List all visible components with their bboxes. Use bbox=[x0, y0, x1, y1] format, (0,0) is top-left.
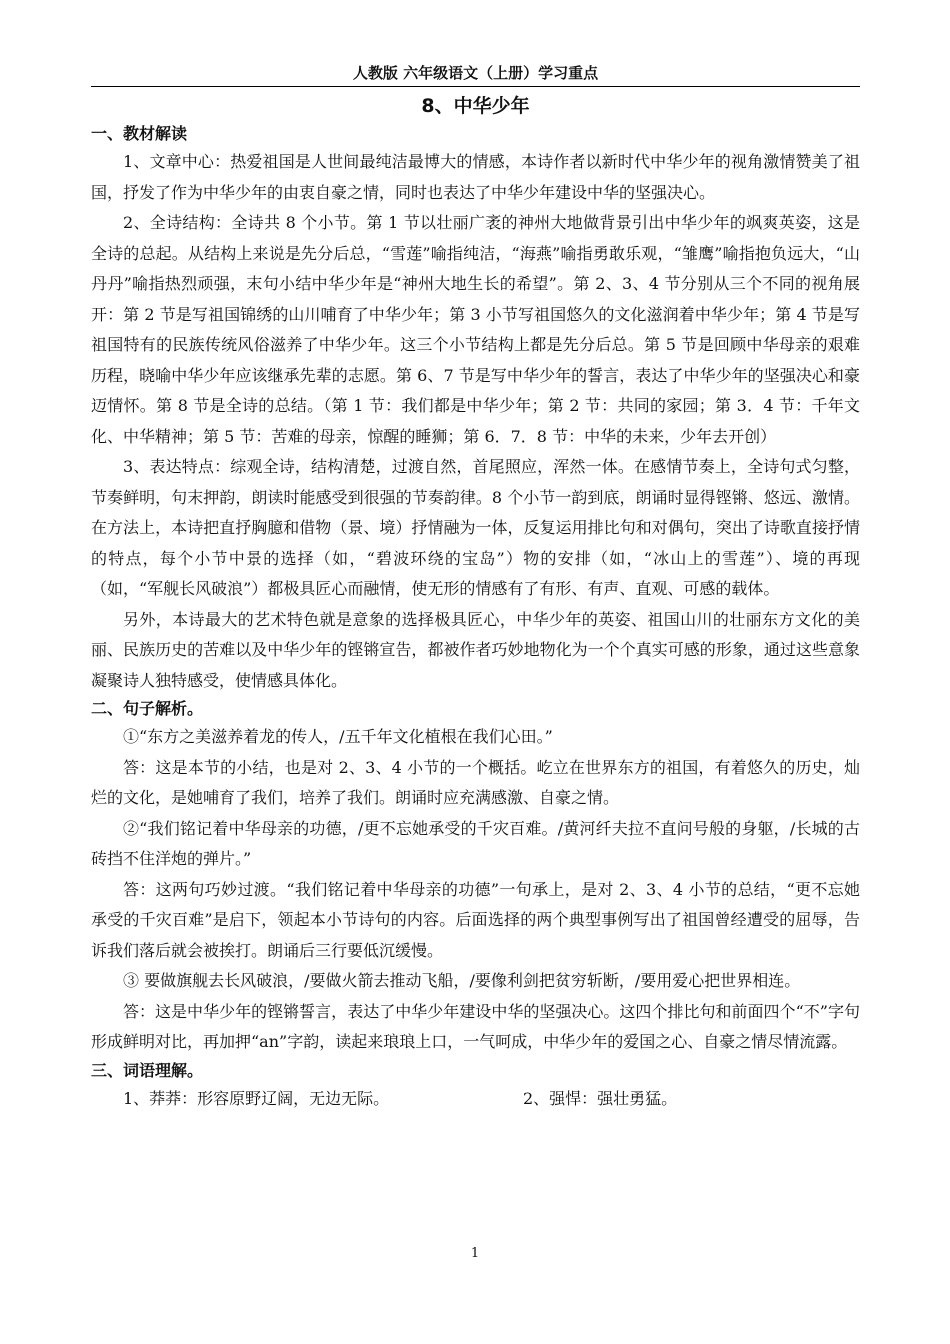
section-heading-textbook: 一、教材解读 bbox=[91, 124, 188, 143]
running-header: 人教版 六年级语文（上册）学习重点 bbox=[91, 62, 860, 87]
paragraph-artistic: 另外，本诗最大的艺术特色就是意象的选择极具匠心，中华少年的英姿、祖国山川的壮丽东方文化的美丽、民族历史的苦难以及中华少年的铿锵宣告，都被作者巧妙地物化为一个个真实可感的形象，通过这些意象凝聚诗人独特感受，使情感具体化。 bbox=[91, 609, 860, 690]
section-heading-vocabulary: 三、词语理解。 bbox=[91, 1060, 204, 1080]
vocab-item-1: 1、莽莽：形容原野辽阔，无边无际。 bbox=[123, 1088, 390, 1108]
vocabulary-row bbox=[91, 1084, 860, 1114]
sentence-3: ③ 要做旗舰去长风破浪，/要做火箭去推动飞船，/要像利剑把贫穷斩断，/要用爱心把世界相连。 bbox=[123, 971, 801, 990]
sentence-2: ②“我们铭记着中华母亲的功德，/更不忘她承受的千灾百难。/黄河纤夫拉不直问号般的身躯，/长城的古砖挡不住洋炮的弹片。” bbox=[91, 818, 860, 868]
answer-2: 答：这两句巧妙过渡。“我们铭记着中华母亲的功德”一句承上，是对 2、3、4 小节的总结，“更不忘她承受的千灾百难”是启下，领起本小节诗句的内容。后面选择的两个典型事例写出了祖国曾经遭受的屈辱，告诉我们落后就会被挨打。朗诵后三行要低沉缓慢。 bbox=[91, 879, 860, 960]
answer-1: 答：这是本节的小结，也是对 2、3、4 小节的一个概括。屹立在世界东方的祖国，有着悠久的历史，灿烂的文化，是她哺育了我们，培养了我们。朗诵时应充满感激、自豪之情。 bbox=[91, 757, 860, 807]
lesson-title: 8、中华少年 bbox=[421, 95, 530, 117]
paragraph-center: 1、文章中心：热爱祖国是人世间最纯洁最博大的情感，本诗作者以新时代中华少年的视角激情赞美了祖国，抒发了作为中华少年的由衷自豪之情，同时也表达了中华少年建设中华的坚强决心。 bbox=[91, 152, 860, 202]
page-number: 1 bbox=[470, 1246, 480, 1261]
answer-3: 答：这是中华少年的铿锵誓言，表达了中华少年建设中华的坚强决心。这四个排比句和前面四个“不”字句形成鲜明对比，再加押“an”字韵，读起来琅琅上口，一气呵成，中华少年的爱国之心、自豪之情尽情流露。 bbox=[91, 1001, 860, 1051]
paragraph-features: 3、表达特点：综观全诗，结构清楚，过渡自然，首尾照应，浑然一体。在感情节奏上，全诗句式匀整，节奏鲜明，句末押韵，朗读时能感受到很强的节奏韵律。8 个小节一韵到底，朗诵时显得铿锵、悠远、激情。在方法上，本诗把直抒胸臆和借物（景、境）抒情融为一体，反复运用排比句和对偶句，突出了诗歌直接抒情的特点，每个小节中景的选择（如，“碧波环绕的宝岛”）物的安排（如，“冰山上的雪莲”）、境的再现（如，“军舰长风破浪”）都极具匠心而融情，使无形的情感有了有形、有声、直观、可感的载体。 bbox=[91, 457, 860, 598]
paragraph-structure: 2、全诗结构：全诗共 8 个小节。第 1 节以壮丽广袤的神州大地做背景引出中华少年的飒爽英姿，这是全诗的总起。从结构上来说是先分后总，“雪莲”喻指纯洁，“海燕”喻指勇敢乐观，“雏鹰”喻指抱负远大，“山丹丹”喻指热烈顽强，末句小结中华少年是“神州大地生长的希望”。第 2、3、4 节分别从三个不同的视角展开：第 2 节是写祖国锦绣的山川哺育了中华少年；第 3 小节写祖国悠久的文化滋润着中华少年；第 4 节是写祖国特有的民族传统风俗滋养了中华少年。这三个小节结构上都是先分后总。第 5 节是回顾中华母亲的艰难历程，晓喻中华少年应该继承先辈的志愿。第 6、7 节是写中华少年的誓言，表达了中华少年的坚强决心和豪迈情怀。第 8 节是全诗的总结。（第 1 节：我们都是中华少年；第 2 节：共同的家园；第 3．4 节：千年文化、中华精神；第 5 节：苦难的母亲，惊醒的睡狮；第 6．7．8 节：中华的未来，少年去开创） bbox=[91, 213, 860, 446]
section-heading-sentences: 二、句子解析。 bbox=[91, 699, 204, 718]
sentence-1: ①“东方之美滋养着龙的传人，/五千年文化植根在我们心田。” bbox=[123, 727, 553, 746]
vocab-item-2: 2、强悍：强壮勇猛。 bbox=[523, 1088, 678, 1108]
document-page bbox=[91, 62, 860, 1114]
